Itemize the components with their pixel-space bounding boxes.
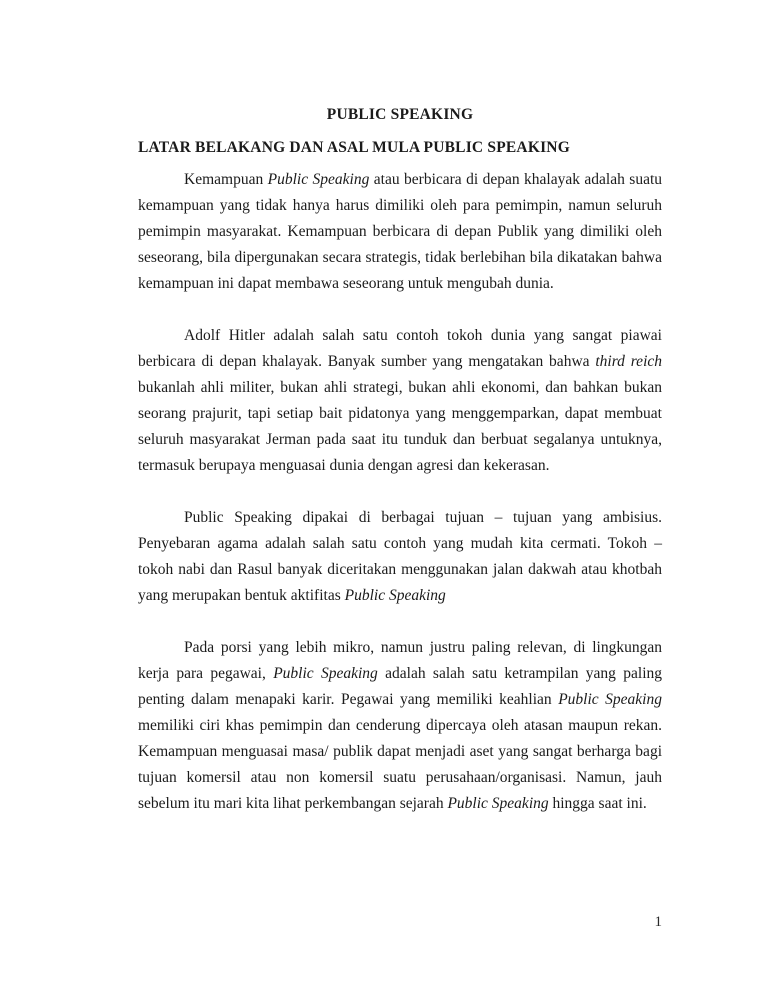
page-number: 1 (654, 914, 662, 930)
text-run: Public Speaking dipakai di berbagai tujuan – tujuan yang ambisius. Penyebaran agama adalah salah satu contoh yang mudah kita cermati. Tokoh – tokoh nabi dan Rasul banyak diceritakan menggunakan jalan dakwah atau khotbah yang merupakan bentuk aktifitas (138, 509, 662, 604)
text-run: atau berbicara di depan khalayak adalah suatu kemampuan yang tidak hanya harus dimiliki oleh para pemimpin, namun seluruh pemimpin masyarakat. Kemampuan berbicara di depan Publik yang dimiliki oleh seseorang, bila dipergunakan secara strategis, tidak berlebihan bila dikatakan bahwa kemampuan ini dapat membawa seseorang untuk mengubah dunia. (138, 171, 663, 292)
document-title: PUBLIC SPEAKING (326, 106, 474, 123)
paragraph (138, 167, 662, 297)
paragraph (138, 323, 662, 479)
paragraph (138, 635, 662, 817)
text-run: Public Speaking (273, 665, 378, 682)
section-heading: LATAR BELAKANG DAN ASAL MULA PUBLIC SPEAKING (138, 139, 570, 156)
text-run: Public Speaking (344, 587, 446, 604)
document-content (138, 102, 662, 817)
text-run: memiliki ciri khas pemimpin dan cenderung dipercaya oleh atasan maupun rekan. Kemampuan menguasai masa/ publik dapat menjadi aset yang sangat berharga bagi tujuan komersil atau non komersil suatu perusahaan/organisasi. Namun, jauh sebelum itu mari kita lihat perkembangan sejarah (138, 717, 662, 812)
text-run: Public Speaking (558, 691, 662, 708)
text-run: Kemampuan (184, 171, 268, 188)
text-run: Pada porsi yang lebih mikro, namun justru paling relevan, di lingkungan kerja para pegawai, (138, 639, 662, 682)
paragraph (138, 505, 662, 609)
text-run: Adolf Hitler adalah salah satu contoh tokoh dunia yang sangat piawai berbicara di depan khalayak. Banyak sumber yang mengatakan bahwa (138, 327, 662, 370)
text-run: third reich (595, 353, 663, 370)
text-run: adalah salah satu ketrampilan yang paling penting dalam menapaki karir. Pegawai yang memiliki keahlian (138, 665, 662, 708)
text-run: hingga saat ini. (548, 795, 647, 812)
document-body (138, 167, 662, 817)
text-run: bukanlah ahli militer, bukan ahli strategi, bukan ahli ekonomi, dan bahkan bukan seorang prajurit, tapi setiap bait pidatonya yang menggemparkan, dapat membuat seluruh masyarakat Jerman pada saat itu tunduk dan berbuat segalanya untuknya, termasuk berupaya menguasai dunia dengan agresi dan kekerasan. (138, 379, 662, 474)
text-run: Public Speaking (447, 795, 549, 812)
text-run: Public Speaking (267, 171, 370, 188)
